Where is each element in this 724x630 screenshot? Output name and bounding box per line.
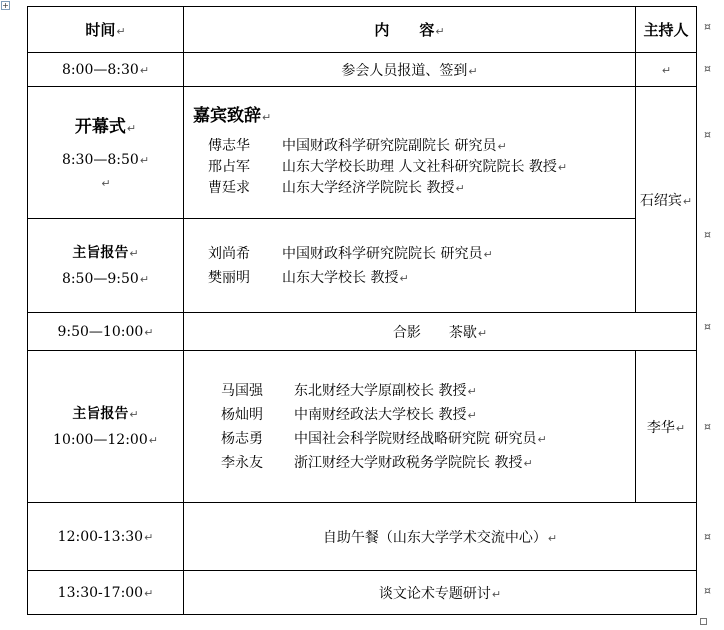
content-cell: 嘉宾致辞↵ 傅志华 中国财政科学研究院副院长 研究员↵ 邢占军 山东大学校长助理 人文社科研究院院长 教授↵ 曹廷求 山东大学经济学院院长 教授↵ — [184, 87, 636, 219]
row-end-mark: ¤ — [704, 420, 711, 433]
speaker-role: 中国财政科学研究院院长 研究员 — [282, 245, 483, 262]
speaker-name: 樊丽明 — [208, 269, 250, 286]
agenda-table — [27, 6, 697, 615]
table-row — [28, 503, 697, 571]
row-end-mark: ¤ — [704, 228, 711, 241]
speaker-role: 山东大学经济学院院长 教授 — [282, 180, 455, 196]
row-end-mark: ¤ — [704, 584, 711, 597]
session-content: 参会人员报道、签到 — [341, 62, 468, 79]
session-content: 谈文论术专题研讨 — [378, 585, 491, 602]
host-cell: 李华↵ — [636, 351, 697, 503]
session-content: 合影 茶歇 — [392, 324, 477, 341]
session-title: 主旨报告 — [72, 405, 129, 422]
content-cell: 谈文论术专题研讨↵ — [184, 571, 697, 615]
header-content: 内 容 — [374, 21, 435, 39]
speaker-role: 中国财政科学研究院副院长 研究员 — [282, 138, 497, 154]
table-row — [28, 219, 697, 313]
time-cell: 8:00—8:30↵ — [28, 53, 184, 87]
speaker-role: 山东大学校长 教授 — [282, 269, 399, 286]
session-title: 开幕式 — [74, 116, 126, 137]
list-item: 邢占军 山东大学校长助理 人文社科研究院院长 教授↵ — [208, 157, 635, 178]
session-time: 8:00—8:30 — [61, 61, 139, 78]
session-time: 8:30—8:50 — [61, 151, 139, 168]
time-cell: 主旨报告↵ 10:00—12:00↵ — [28, 351, 184, 503]
content-cell: 自助午餐（山东大学学术交流中心）↵ — [184, 503, 697, 571]
speaker-role: 山东大学校长助理 人文社科研究院院长 教授 — [282, 159, 557, 175]
header-content-cell: 内 容↵ — [184, 7, 636, 53]
table-row — [28, 313, 697, 351]
session-time: 8:50—9:50 — [61, 270, 139, 287]
session-time: 10:00—12:00 — [53, 431, 148, 448]
time-cell: 主旨报告↵ 8:50—9:50↵ — [28, 219, 184, 313]
table-row — [28, 351, 697, 503]
list-item: 马国强 东北财经大学原副校长 教授↵ — [221, 379, 635, 403]
speaker-name: 刘尚希 — [208, 245, 250, 262]
row-end-mark: ¤ — [704, 20, 711, 33]
host-cell: 石绍宾↵ — [636, 87, 697, 313]
row-end-mark: ¤ — [704, 128, 711, 141]
header-host: 主持人 — [643, 21, 689, 39]
table-row — [28, 571, 697, 615]
content-title: 嘉宾致辞 — [193, 106, 261, 126]
table-resize-handle-icon[interactable] — [700, 618, 707, 625]
table-row — [28, 53, 697, 87]
header-time-cell: 时间↵ — [28, 7, 184, 53]
content-cell: 参会人员报道、签到↵ — [184, 53, 636, 87]
speaker-name: 邢占军 — [208, 159, 250, 175]
table-row — [28, 87, 697, 219]
session-content: 自助午餐（山东大学学术交流中心） — [322, 529, 547, 546]
host-cell: ↵ — [636, 53, 697, 87]
host-name: 李华 — [646, 419, 675, 436]
session-time: 13:30-17:00 — [57, 584, 144, 601]
header-row — [28, 7, 697, 53]
speaker-name: 杨灿明 — [221, 406, 263, 423]
time-cell: 13:30-17:00↵ — [28, 571, 184, 615]
list-item: 傅志华 中国财政科学研究院副院长 研究员↵ — [208, 136, 635, 157]
list-item: 曹廷求 山东大学经济学院院长 教授↵ — [208, 178, 635, 199]
speaker-name: 李永友 — [221, 454, 263, 471]
speaker-name: 马国强 — [221, 382, 263, 399]
row-end-mark: ¤ — [704, 62, 711, 75]
time-cell: 开幕式↵ 8:30—8:50↵ ↵ — [28, 87, 184, 219]
content-cell — [184, 219, 636, 313]
list-item: 杨灿明 中南财经政法大学校长 教授↵ — [221, 403, 635, 427]
list-item: 刘尚希 中国财政科学研究院院长 研究员↵ — [208, 242, 635, 266]
speaker-role: 中国社会科学院财经战略研究院 研究员 — [294, 430, 537, 447]
time-cell: 9:50—10:00↵ — [28, 313, 184, 351]
session-time: 12:00-13:30 — [57, 528, 144, 545]
header-host-cell — [636, 7, 697, 53]
list-item: 杨志勇 中国社会科学院财经战略研究院 研究员↵ — [221, 427, 635, 451]
content-cell: 合影 茶歇↵ — [184, 313, 697, 351]
speaker-role: 东北财经大学原副校长 教授 — [294, 382, 467, 399]
session-time: 9:50—10:00 — [57, 323, 144, 340]
header-time: 时间 — [85, 21, 116, 39]
table-move-handle-icon[interactable]: + — [2, 1, 9, 10]
session-title: 主旨报告 — [72, 244, 129, 261]
list-item: 李永友 浙江财经大学财政税务学院院长 教授↵ — [221, 451, 635, 475]
host-name: 石绍宾 — [639, 192, 682, 209]
list-item: 樊丽明 山东大学校长 教授↵ — [208, 266, 635, 290]
row-end-mark: ¤ — [704, 320, 711, 333]
speaker-name: 杨志勇 — [221, 430, 263, 447]
speaker-name: 曹廷求 — [208, 180, 250, 196]
speaker-name: 傅志华 — [208, 138, 250, 154]
content-cell — [184, 351, 636, 503]
row-end-mark: ¤ — [704, 530, 711, 543]
time-cell: 12:00-13:30↵ — [28, 503, 184, 571]
speaker-role: 浙江财经大学财政税务学院院长 教授 — [294, 454, 523, 471]
speaker-role: 中南财经政法大学校长 教授 — [294, 406, 467, 423]
